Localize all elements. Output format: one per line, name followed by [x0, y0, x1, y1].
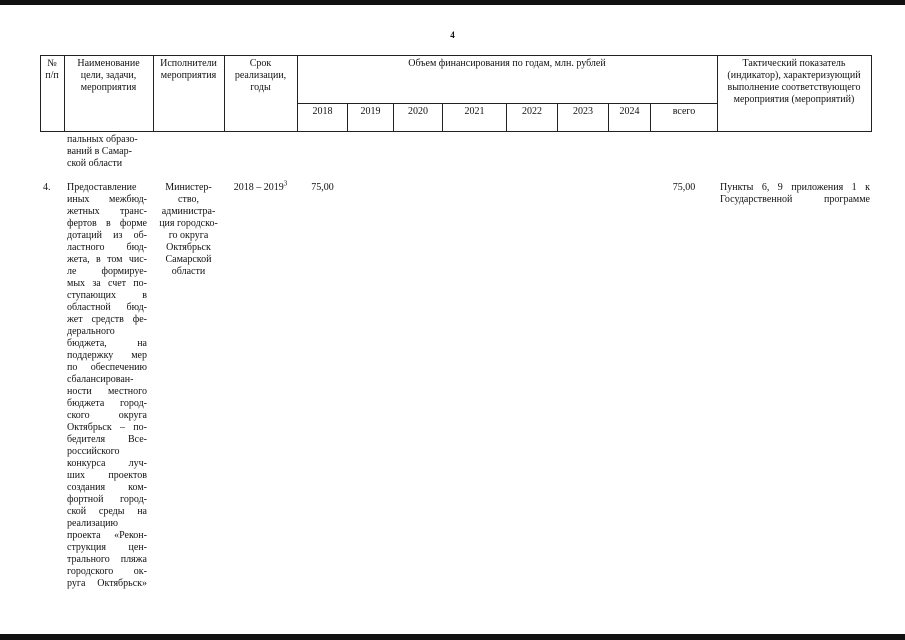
header-col-executors: Исполнители мероприятия — [160, 58, 217, 81]
text-line: Пункты 6, 9 приложения 1 к — [720, 182, 870, 193]
year-header-total: всего — [672, 106, 696, 117]
text-line: бюджета город- — [67, 398, 147, 409]
funding-total: 75,00 — [672, 182, 696, 193]
continuation-line: ваний в Самар- — [67, 146, 132, 157]
text-line: поддержку мер — [67, 350, 147, 361]
text-line: создания ком- — [67, 482, 147, 493]
text-line: администра- — [161, 206, 216, 217]
text-line: Государственной программе — [720, 194, 870, 205]
term-years: 2018 – 2019 — [233, 182, 284, 193]
text-line: областной бюд- — [67, 302, 147, 313]
page-number: 4 — [450, 30, 455, 40]
continuation-line: пальных образо- — [67, 134, 138, 145]
text-line: струкция цен- — [67, 542, 147, 553]
term-footnote: 3 — [283, 179, 288, 188]
text-line: трального пляжа — [67, 554, 147, 565]
year-header-2019: 2019 — [360, 106, 381, 117]
text-line: бедителя Все- — [67, 434, 147, 445]
year-header-2020: 2020 — [408, 106, 428, 117]
text-line: городского ок- — [67, 566, 147, 577]
header-col-name: Наименование цели, задачи, мероприятия — [77, 58, 140, 93]
text-line: ности местного — [67, 386, 147, 397]
text-line: жета, в том чис- — [67, 254, 147, 265]
text-line: ле формируе- — [67, 266, 147, 277]
implementation-term — [226, 179, 295, 194]
text-line: сбалансирован- — [67, 374, 134, 385]
continuation-text — [67, 134, 147, 170]
year-header-2018: 2018 — [312, 106, 333, 117]
text-line: ской среды на — [67, 506, 147, 517]
text-line: руга Октябрьск» — [67, 578, 147, 589]
header-col-number: № п/п — [45, 58, 59, 81]
bottom-border — [0, 634, 905, 640]
text-line: конкурса луч- — [67, 458, 147, 469]
year-header-2024: 2024 — [619, 106, 640, 117]
text-line: дотаций из об- — [67, 230, 147, 241]
year-header-2023: 2023 — [573, 106, 593, 117]
text-line: по обеспечению — [67, 362, 147, 373]
header-col-indicator: Тактический показатель (индикатор), характеризующий выполнение соответствующего мероприятия (мероприятий) — [727, 58, 861, 105]
row-number: 4. — [43, 182, 51, 193]
text-line: области — [171, 266, 206, 277]
text-line: Самарской — [165, 254, 212, 265]
text-line: го округа — [168, 230, 209, 241]
top-border — [0, 0, 905, 5]
text-line: иных межбюд- — [67, 194, 147, 205]
text-line: дерального — [67, 326, 115, 337]
text-line: жет средств фе- — [67, 314, 147, 325]
text-line: жетных транс- — [67, 206, 147, 217]
continuation-line: ской области — [67, 158, 123, 169]
measure-name — [67, 182, 147, 590]
text-line: Предоставление — [67, 182, 137, 193]
text-line: бюджета, на — [67, 338, 147, 349]
year-header-2021: 2021 — [464, 106, 485, 117]
text-line: ластного бюд- — [67, 242, 147, 253]
header-col-term: Срок реализации, годы — [234, 58, 287, 93]
text-line: фортной город- — [67, 494, 147, 505]
text-line: ция городско- — [159, 218, 218, 229]
text-line: проекта «Рекон- — [67, 530, 147, 541]
text-line: ского округа — [67, 410, 147, 421]
text-line: Министер- — [165, 182, 212, 193]
text-line: фертов в форме — [67, 218, 147, 229]
tactical-indicator — [720, 182, 870, 206]
text-line: Октябрьск — [166, 242, 211, 253]
text-line: Октябрьск – по- — [67, 422, 147, 433]
text-line: реализацию — [67, 518, 118, 529]
text-line: мых за счет по- — [67, 278, 147, 289]
text-line: ших проектов — [67, 470, 147, 481]
text-line: ство, — [178, 194, 199, 205]
funding-2018: 75,00 — [311, 182, 334, 193]
year-header-2022: 2022 — [522, 106, 542, 117]
executors — [155, 182, 222, 278]
text-line: российского — [67, 446, 120, 457]
header-col-funding: Объем финансирования по годам, млн. рублей — [408, 58, 606, 69]
text-line: ступающих в — [67, 290, 147, 301]
